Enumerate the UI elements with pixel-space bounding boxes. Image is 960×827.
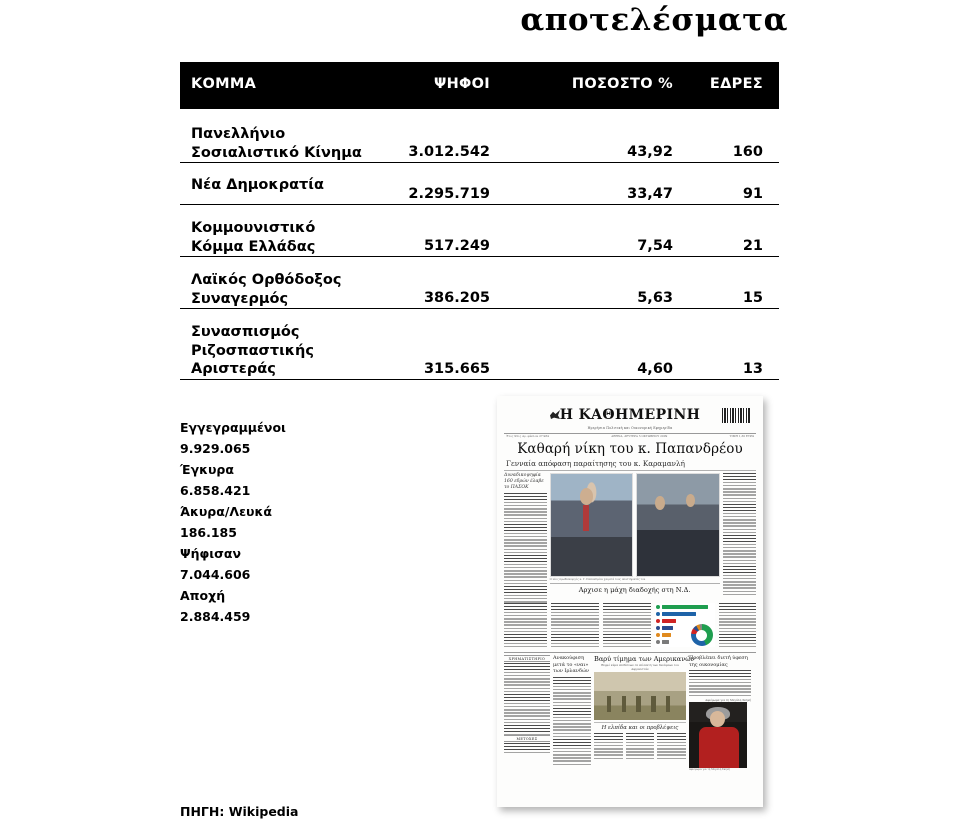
table-header-row [180,62,779,109]
column-header-percent: ΠΟΣΟΣΤΟ % [571,76,673,92]
feature-headline: Βαρύ τίμημα των Αμερικανών [594,655,695,663]
body-text-block [553,677,591,765]
stat-label-valid: Έγκυρα [180,462,234,477]
photo-portrait-woman [689,702,747,768]
section-divider [504,652,756,653]
stat-label-abstention: Αποχή [180,588,226,603]
party-name-line: Αριστεράς [191,361,276,377]
column-header-party: ΚΟΜΜΑ [191,76,257,92]
column-header-votes: ΨΗΦΟΙ [433,76,490,92]
party-name-line: Συναγερμός [191,290,289,307]
cell-seats: 13 [742,360,763,377]
right-column-headline: Προβλέπει διετή ύφεση της οικονομίας [689,655,748,668]
left-text-column [504,473,547,601]
right-text-column [723,473,756,601]
election-infographic [655,603,714,647]
body-text-block [657,733,686,759]
stat-value-abstention: 2.884.459 [180,609,251,624]
source-credit: ΠΗΓΗ: Wikipedia [180,804,299,819]
cell-votes: 315.665 [423,360,490,377]
party-name-line: Λαϊκός Ορθόδοξος [191,272,342,288]
newspaper-bottom-section [504,655,756,771]
party-name-line: Νέα Δημοκρατία [191,177,324,193]
election-results-table [180,62,779,380]
table-row [180,309,779,380]
body-text-block [551,603,599,649]
newspaper-headline: Καθαρή νίκη του κ. Παπανδρέου [517,441,743,457]
table-body [180,109,779,380]
newspaper-title: Η ΚΑΘΗΜΕΡΙΝΗ [559,407,701,423]
center-feature-column [594,655,695,767]
newspaper-masthead [504,405,756,425]
body-text-block [603,603,651,649]
divider [550,583,720,584]
body-text-block [723,473,756,597]
party-name-line: Σοσιαλιστικό Κίνημα [191,144,362,161]
table-row [180,257,779,309]
cell-seats: 160 [732,144,763,160]
cell-votes: 517.249 [423,238,490,254]
cell-percent: 33,47 [627,186,673,202]
newspaper-subtitle: Ημερήσια Πολιτική και Οικονομική Εφημερίδα [587,426,673,430]
cell-votes: 386.205 [423,290,490,306]
stat-value-invalid-blank: 186.185 [180,525,237,540]
stat-value-valid: 6.858.421 [180,483,251,498]
stat-value-voted: 7.044.606 [180,567,251,582]
stocks-title: ΧΡΗΜΑΤΙΣΤΗΡΙΟ [504,655,550,662]
divider [504,470,756,471]
party-name-line: Ριζοσπαστικής [191,342,314,359]
stat-label-registered: Εγγεγραμμένοι [180,420,286,435]
issue-info-right: ΤΙΜΗ 1,30 ΕΥΡΩ [729,434,754,438]
article-kicker: Δυναδικοψηφία 160 εδρών έλαβε το ΠΑΣΟΚ [504,473,544,490]
cell-seats: 15 [742,290,763,306]
cell-percent: 5,63 [637,290,673,306]
table-row [180,109,779,163]
barcode-icon [722,408,750,423]
photo-karamanlis [636,473,720,577]
photo-caption: Ο νέος πρωθυπουργός κ. Γ. Παπανδρέου χαιρετά τους υποστηρικτές του [549,578,646,581]
issue-info-center: ΑΘΗΝΑ, ΔΕΥΤΕΡΑ 5 ΟΚΤΩΒΡΙΟΥ 2009 [611,434,668,438]
left-feature-column [553,655,591,767]
body-text-block [626,733,655,759]
cell-votes: 3.012.542 [408,144,490,160]
cell-seats: 21 [742,238,763,254]
issue-info-left: Έτος 93ο | Αρ. φύλλου 27.984 [506,434,549,438]
stocks-footer-title: ΜΕΤΟΧΕΣ [504,735,550,742]
table-row [180,163,779,205]
cell-percent: 4,60 [637,360,673,377]
body-text-block [719,603,756,649]
newspaper-infographic-row [504,603,756,649]
cell-votes: 2.295.719 [408,186,490,202]
body-text-block [594,733,623,759]
stat-label-voted: Ψήφισαν [180,546,242,561]
divider [594,722,686,723]
cell-percent: 7,54 [637,238,673,254]
page-title: αποτελέσματα [520,2,788,38]
stat-value-registered: 9.929.065 [180,441,251,456]
stock-rows [504,663,550,735]
party-name-line: Συνασπισμός [191,324,300,340]
mid-headline: Αρχισε η μάχη διαδοχής στη Ν.Δ. [578,586,691,594]
column-header-seats: ΕΔΡΕΣ [709,76,763,92]
stock-listings [504,655,550,767]
stat-label-invalid-blank: Άκυρα/Λευκά [180,504,272,519]
right-feature-column [689,655,751,771]
party-name-line: Κόμμα Ελλάδας [191,238,316,255]
body-text-block [689,670,751,698]
table-row [180,205,779,257]
turnout-statistics [180,417,370,627]
cell-seats: 91 [742,186,763,202]
photo-pair [550,473,720,577]
newspaper-front-page [497,396,763,807]
party-name-line: Κομμουνιστικό [191,220,316,236]
masthead-divider [504,433,756,439]
vote-share-donut-chart [691,624,713,646]
stock-rows [504,743,550,755]
bird-logo-icon [550,410,560,419]
newspaper-top-section [504,473,756,601]
feature-subheadline: Θερμό κύμα επιθέσεων σε επίλεκτη των δυνάμεων του Αφγανιστάν [601,663,679,671]
party-name-line: Πανελλήνιο [191,126,286,142]
newspaper-subheadline: Γενναία απόφαση παραίτησης του κ. Καραμανλή [506,459,685,468]
photo-soldiers [594,672,686,720]
body-text-block [504,493,547,603]
portrait-caption: Αφιέρωμα για τη Μεγάλη Σκηνή [689,768,730,771]
photo-papandreou [550,473,634,577]
cell-percent: 43,92 [627,144,673,160]
culture-section-label: Αφιέρωμα για τη Μεγάλη Σκηνή [705,698,751,702]
left-column-headline: Ανακούφιση μετά το «ναι» των Ιρλανδών [553,655,590,674]
body-text-block [504,603,547,649]
bottom-headline: Η ελπίδα και οι προβλέψεις [601,725,679,731]
